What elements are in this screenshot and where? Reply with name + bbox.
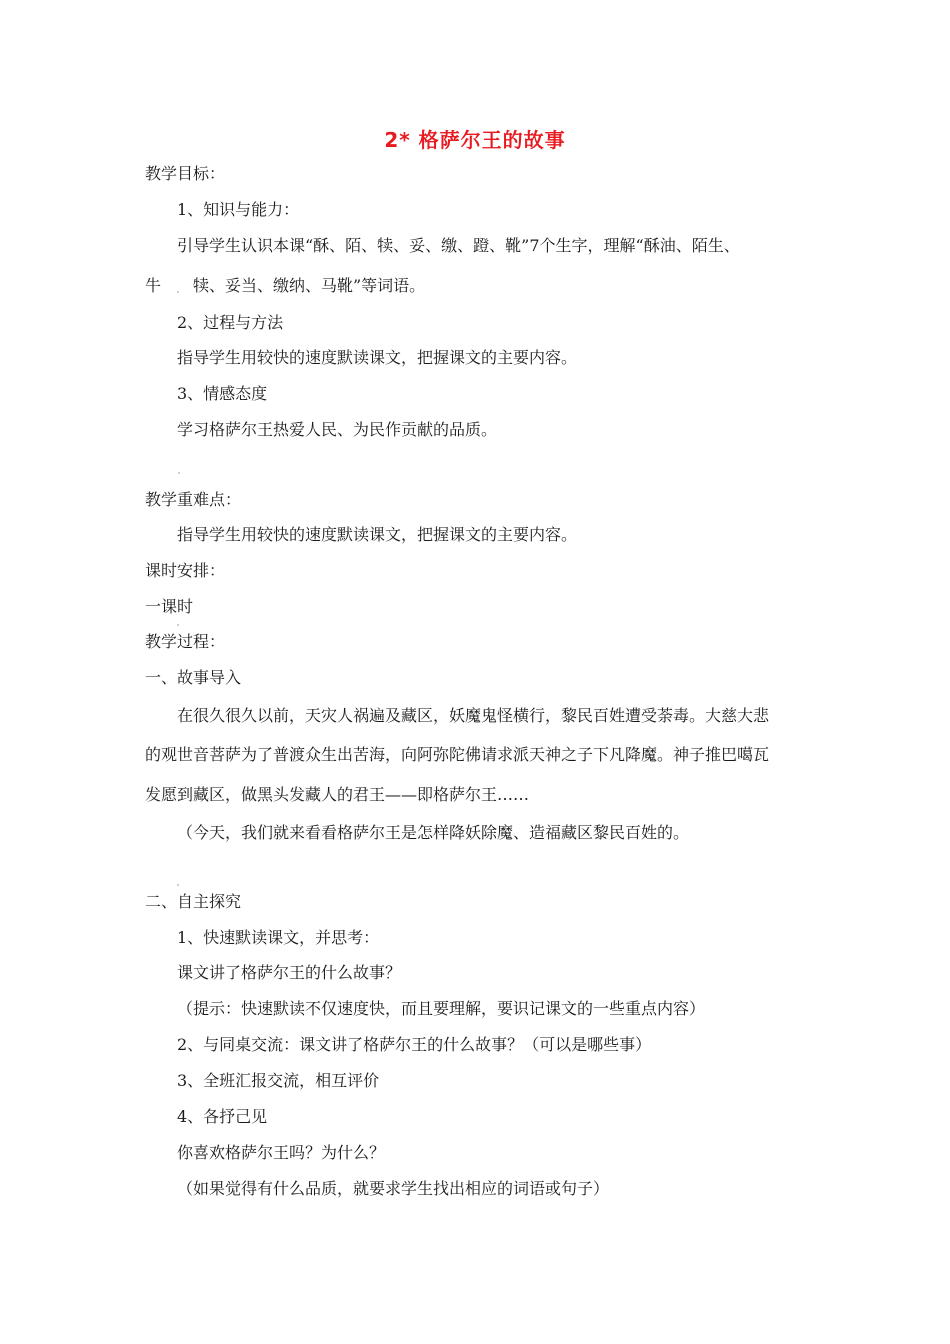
objective-1-text-continued-start: 牛 [145,276,162,295]
objective-2-heading: 2、过程与方法 [177,313,284,332]
step-4-question: 你喜欢格萨尔王吗？为什么？ [177,1143,386,1162]
objectives-heading: 教学目标： [145,164,226,183]
schedule-heading: 课时安排： [145,561,226,580]
scan-speck [177,291,179,293]
objective-1-heading: 1、知识与能力： [177,200,300,219]
scan-speck [178,472,180,474]
objective-1-text: 引导学生认识本课“酥、陌、犊、妥、缴、蹬、靴”7个生字，理解“酥油、陌生、 [177,236,740,255]
step-1-hint: （提示：快速默读不仅速度快，而且要理解，要识记课文的一些重点内容） [177,999,706,1018]
part1-paragraph-line-2: 的观世音菩萨为了普渡众生出苦海，向阿弥陀佛请求派天神之子下凡降魔。神子推巴噶瓦 [145,745,770,764]
part1-paragraph-line-3: 发愿到藏区，做黑头发藏人的君王——即格萨尔王…… [145,785,530,804]
step-3: 3、全班汇报交流，相互评价 [177,1071,380,1090]
objective-1-text-continued: 犊、妥当、缴纳、马靴”等词语。 [193,276,426,295]
part1-note: （今天，我们就来看看格萨尔王是怎样降妖除魔、造福藏区黎民百姓的。 [177,823,690,842]
objective-3-heading: 3、情感态度 [177,384,268,403]
process-heading: 教学过程： [145,632,226,651]
step-1: 1、快速默读课文，并思考： [177,928,380,947]
step-4: 4、各抒己见 [177,1107,268,1126]
objective-3-text: 学习格萨尔王热爱人民、为民作贡献的品质。 [177,420,498,439]
step-1-question: 课文讲了格萨尔王的什么故事？ [177,963,402,982]
step-4-note: （如果觉得有什么品质，就要求学生找出相应的词语或句子） [177,1179,610,1198]
page-title: 2* 格萨尔王的故事 [384,128,566,152]
part1-heading: 一、故事导入 [145,668,242,687]
part1-paragraph-line-1: 在很久很久以前，天灾人祸遍及藏区，妖魔鬼怪横行，黎民百姓遭受荼毒。大慈大悲 [177,706,770,725]
scan-speck [177,624,179,626]
step-2: 2、与同桌交流：课文讲了格萨尔王的什么故事？（可以是哪些事） [177,1035,652,1054]
schedule-text: 一课时 [145,597,194,616]
key-points-heading: 教学重难点： [145,490,242,509]
scan-speck [177,884,179,886]
objective-2-text: 指导学生用较快的速度默读课文，把握课文的主要内容。 [177,348,578,367]
part2-heading: 二、自主探究 [145,892,242,911]
key-points-text: 指导学生用较快的速度默读课文，把握课文的主要内容。 [177,525,578,544]
